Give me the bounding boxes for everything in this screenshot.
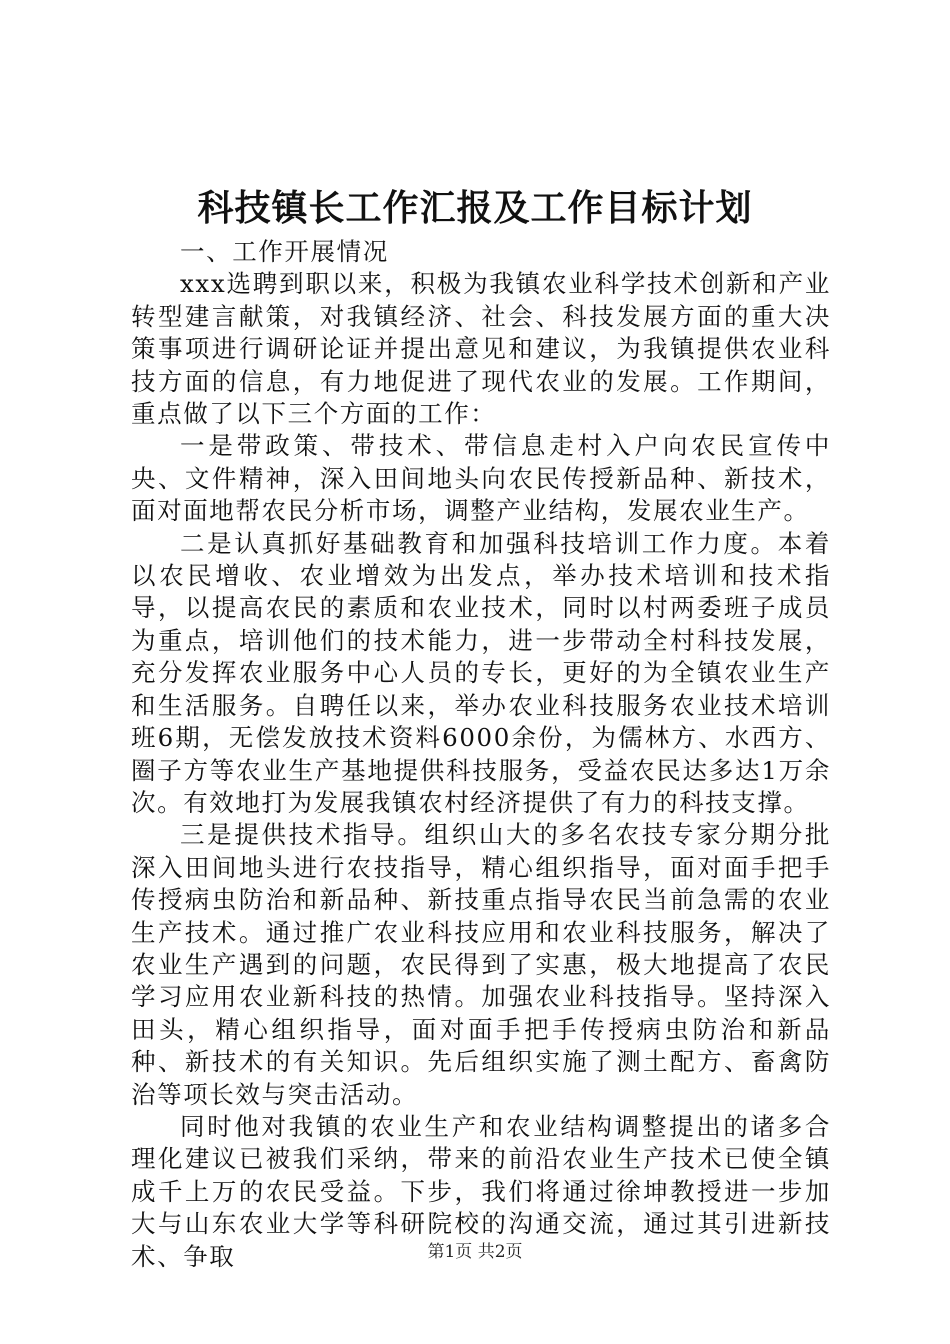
body-paragraph: 同时他对我镇的农业生产和农业结构调整提出的诸多合理化建议已被我们采纳，带来的前沿农业生产技术已使全镇成千上万的农民受益。下步，我们将通过徐坤教授进一步加大与山东农业大学等科研院校的沟通交流，通过其引进新技术、争取 bbox=[131, 1111, 831, 1271]
document-title: 科技镇长工作汇报及工作目标计划 bbox=[197, 188, 753, 229]
body-paragraph: xxx选聘到职以来，积极为我镇农业科学技术创新和产业转型建言献策，对我镇经济、社会、科技发展方面的重大决策事项进行调研论证并提出意见和建议，为我镇提供农业科技方面的信息，有力地促进了现代农业的发展。工作期间，重点做了以下三个方面的工作： bbox=[131, 269, 831, 429]
section-heading: 一、工作开展情况 bbox=[180, 237, 389, 266]
body-paragraph: 三是提供技术指导。组织山大的多名农技专家分期分批深入田间地头进行农技指导，精心组织指导，面对面手把手传授病虫防治和新品种、新技重点指导农民当前急需的农业生产技术。通过推广农业科技应用和农业科技服务，解决了农业生产遇到的问题，农民得到了实惠，极大地提高了农民学习应用农业新科技的热情。加强农业科技指导。坚持深入田头，精心组织指导，面对面手把手传授病虫防治和新品种、新技术的有关知识。先后组织实施了测土配方、畜禽防治等项长效与突击活动。 bbox=[131, 820, 831, 1109]
document-body bbox=[131, 236, 831, 1273]
body-paragraph: 一是带政策、带技术、带信息走村入户向农民宣传中央、文件精神，深入田间地头向农民传授新品种、新技术，面对面地帮农民分析市场，调整产业结构，发展农业生产。 bbox=[131, 431, 831, 526]
body-paragraph: 二是认真抓好基础教育和加强科技培训工作力度。本着以农民增收、农业增效为出发点，举办技术培训和技术指导，以提高农民的素质和农业技术，同时以村两委班子成员为重点，培训他们的技术能力，进一步带动全村科技发展，充分发挥农业服务中心人员的专长，更好的为全镇农业生产和生活服务。自聘任以来，举办农业科技服务农业技术培训班6期，无偿发放技术资料6000余份，为儒林方、水西方、圈子方等农业生产基地提供科技服务，受益农民达多达1万余次。有效地打为发展我镇农村经济提供了有力的科技支撑。 bbox=[131, 528, 831, 817]
page-number-footer: 第1页 共2页 bbox=[427, 1242, 523, 1262]
